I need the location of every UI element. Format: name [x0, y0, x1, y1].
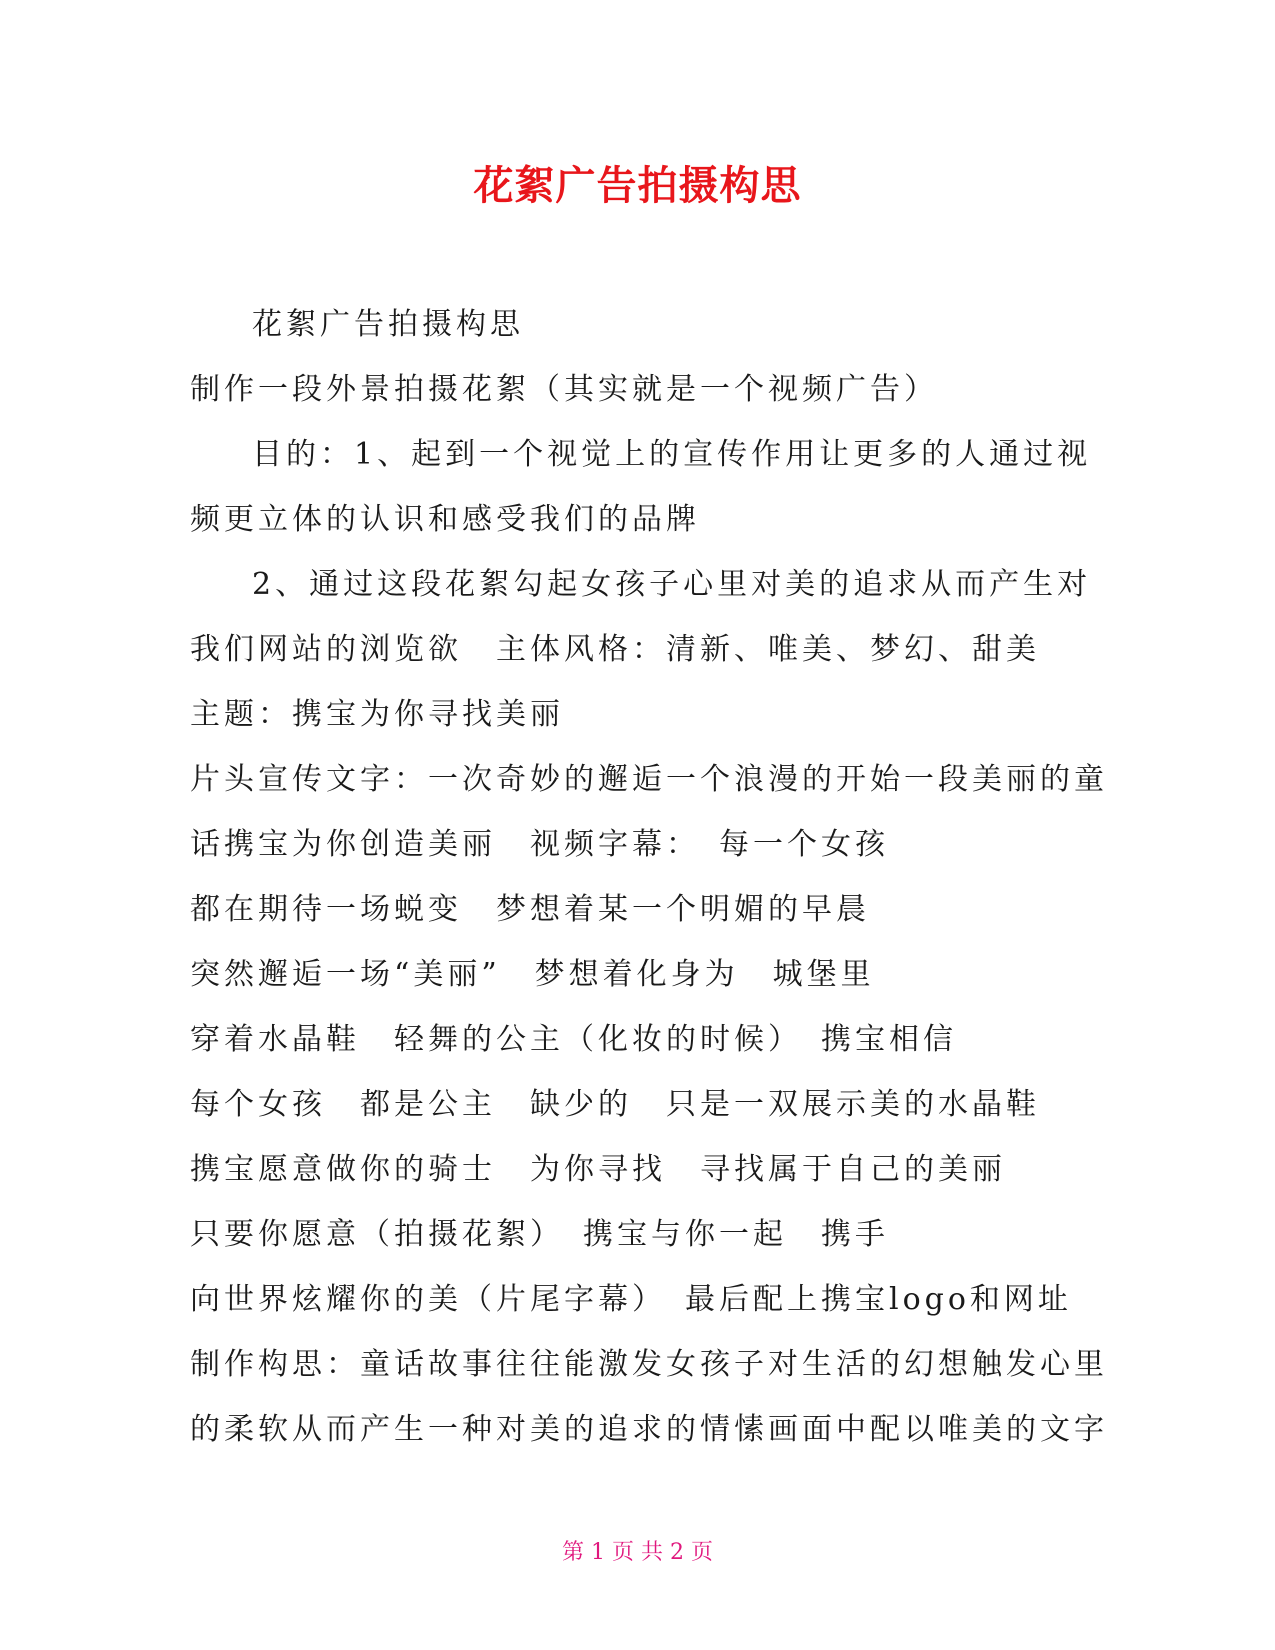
- paragraph-line: 的柔软从而产生一种对美的追求的情愫画面中配以唯美的文字: [190, 1412, 1108, 1447]
- paragraph-line: 每个女孩 都是公主 缺少的 只是一双展示美的水晶鞋: [190, 1087, 1040, 1122]
- paragraph-line: 穿着水晶鞋 轻舞的公主（化妆的时候） 携宝相信: [190, 1022, 957, 1057]
- document-body: [190, 292, 1108, 1462]
- paragraph-line: 向世界炫耀你的美（片尾字幕） 最后配上携宝logo和网址: [190, 1282, 1072, 1317]
- paragraph-line: 我们网站的浏览欲 主体风格：清新、唯美、梦幻、甜美: [190, 632, 1040, 667]
- paragraph-line: 目的：1、起到一个视觉上的宣传作用让更多的人通过视: [252, 437, 1092, 472]
- document-title: 花絮广告拍摄构思: [473, 163, 802, 209]
- paragraph-line: 制作构思：童话故事往往能激发女孩子对生活的幻想触发心里: [190, 1347, 1108, 1382]
- paragraph-line: 突然邂逅一场“美丽” 梦想着化身为 城堡里: [190, 957, 875, 992]
- paragraph-line: 话携宝为你创造美丽 视频字幕： 每一个女孩: [190, 827, 889, 862]
- paragraph-line: 制作一段外景拍摄花絮（其实就是一个视频广告）: [190, 372, 938, 407]
- paragraph-line: 主题：携宝为你寻找美丽: [190, 697, 564, 732]
- paragraph-line: 片头宣传文字：一次奇妙的邂逅一个浪漫的开始一段美丽的童: [190, 762, 1108, 797]
- paragraph-line: 都在期待一场蜕变 梦想着某一个明媚的早晨: [190, 892, 870, 927]
- paragraph-line: 只要你愿意（拍摄花絮） 携宝与你一起 携手: [190, 1217, 889, 1252]
- paragraph-line: 2、通过这段花絮勾起女孩子心里对美的追求从而产生对: [252, 567, 1092, 602]
- paragraph-line: 携宝愿意做你的骑士 为你寻找 寻找属于自己的美丽: [190, 1152, 1006, 1187]
- page-number-footer: 第 1 页 共 2 页: [562, 1540, 713, 1565]
- paragraph-line: 花絮广告拍摄构思: [252, 307, 524, 342]
- paragraph-line: 频更立体的认识和感受我们的品牌: [190, 502, 700, 537]
